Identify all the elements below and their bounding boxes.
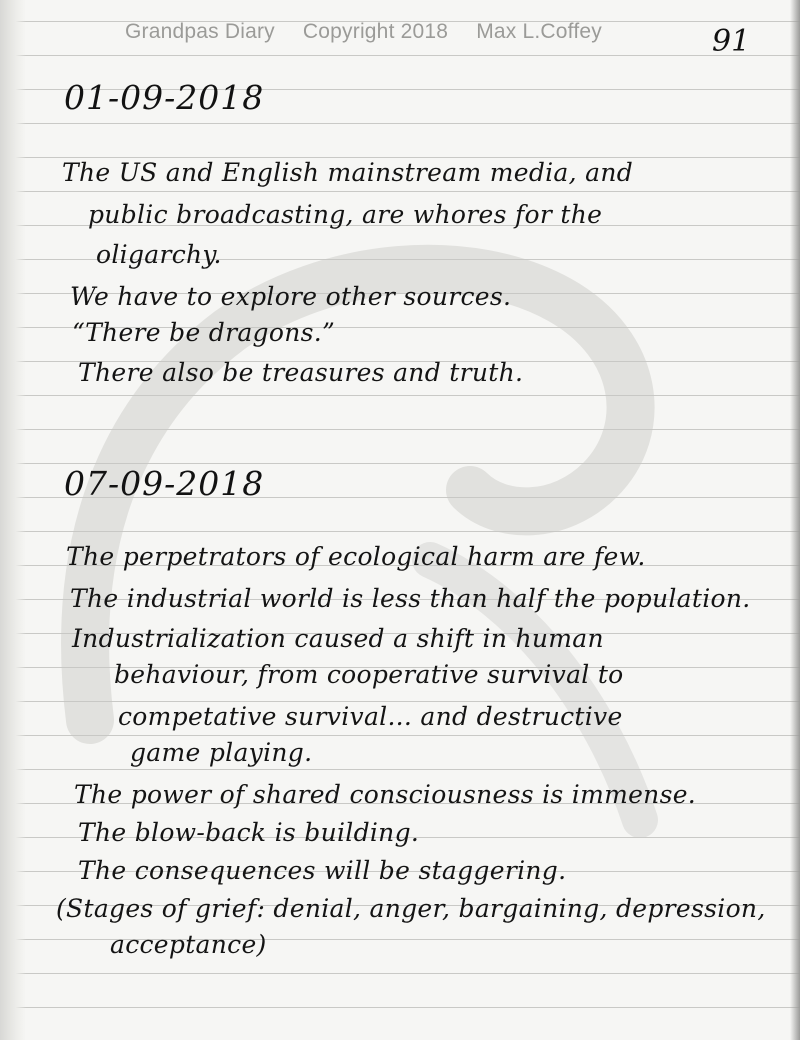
entry-line: Industrialization caused a shift in human — [72, 624, 604, 653]
entry-line: game playing. — [130, 738, 313, 767]
page-number: 91 — [712, 24, 751, 59]
entry-line: The consequences will be staggering. — [78, 856, 567, 885]
entry-line: (Stages of grief: denial, anger, bargaining, depression, — [56, 894, 766, 923]
entry-date: 01-09-2018 — [64, 78, 265, 117]
entry-line: acceptance) — [110, 930, 267, 959]
entry-line: The perpetrators of ecological harm are few. — [66, 542, 646, 571]
entry-date: 07-09-2018 — [64, 464, 265, 503]
entry-line: The industrial world is less than half the population. — [70, 584, 751, 613]
entry-line: “There be dragons.” — [72, 318, 336, 347]
entry-line: oligarchy. — [96, 240, 222, 269]
entry-line: behaviour, from cooperative survival to — [114, 660, 624, 689]
header-author: Max L.Coffey — [476, 20, 602, 43]
entry-line: The power of shared consciousness is immense. — [74, 780, 697, 809]
entry-line: The US and English mainstream media, and — [62, 158, 634, 187]
entry-line: public broadcasting, are whores for the — [88, 200, 603, 229]
entry-line: We have to explore other sources. — [70, 282, 512, 311]
page-header — [125, 20, 624, 44]
header-copyright: Copyright 2018 — [302, 20, 449, 43]
entry-line: competative survival... and destructive — [118, 702, 623, 731]
page-edge-shadow — [790, 0, 800, 1040]
entry-line: There also be treasures and truth. — [78, 358, 524, 387]
header-title: Grandpas Diary — [125, 20, 275, 43]
entry-line: The blow-back is building. — [78, 818, 420, 847]
